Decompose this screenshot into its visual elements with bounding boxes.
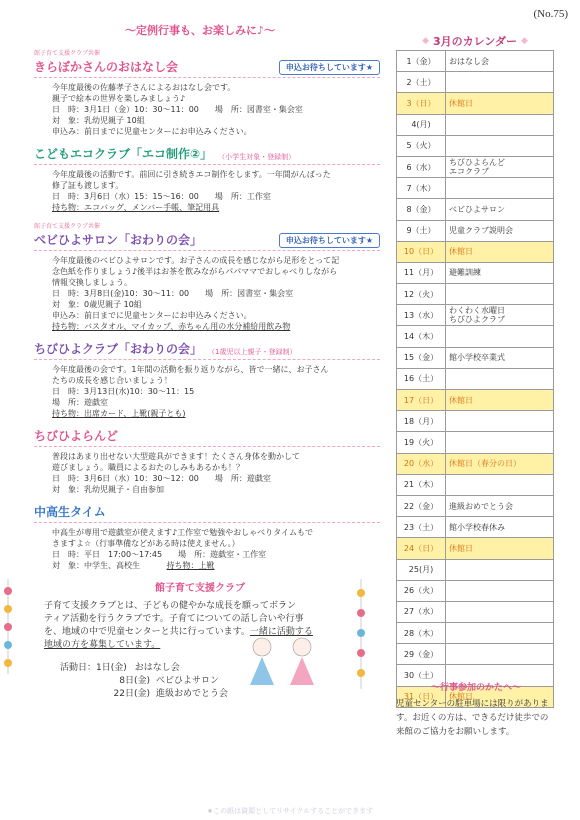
text-line: 対 象：乳幼児親子・自由参加 [52, 485, 164, 494]
items-line: 持ち物：エコバッグ、メンバー手帳、筆記用具 [52, 203, 220, 212]
club-label: 館子育て支援クラブ共催 [34, 50, 101, 57]
text-line: 日 時：3月6日（水）10：30～12：00 場 所：遊戯室 [52, 474, 271, 483]
calendar-event [446, 411, 554, 432]
text-line: 念色紙を作りましょう♪後半はお茶を飲みながらパパママでおしゃべりしながら [52, 267, 338, 276]
calendar-date: 20（水） [397, 453, 446, 474]
calendar-row [397, 623, 554, 644]
calendar-event: 休館日 [446, 390, 554, 411]
section-tag: （小学生対象・登録制） [218, 153, 296, 161]
calendar-event [446, 326, 554, 347]
text-line: 遊びましょう。職員によるおたのしみもあるかも！？ [52, 463, 244, 472]
calendar-row [397, 559, 554, 580]
calendar-date: 30（土） [397, 665, 446, 686]
calendar-event: ちびひよらんど エコクラブ [446, 156, 554, 177]
calendar-row [397, 347, 554, 368]
calendar-row [397, 644, 554, 665]
calendar-row [397, 135, 554, 156]
calendar-table [396, 50, 554, 708]
calendar-event [446, 644, 554, 665]
text-line-with-items [52, 560, 380, 571]
calendar-event: 館小学校春休み [446, 517, 554, 538]
calendar-row [397, 178, 554, 199]
calendar-row [397, 495, 554, 516]
calendar-event: 休館日 [446, 686, 554, 707]
calendar-date: 18（月） [397, 411, 446, 432]
note-title: ～行事参加のかたへ～ [430, 683, 521, 693]
section-title: こどもエコクラブ「エコ制作②」 [34, 147, 213, 161]
activity-date: 8日(金) [119, 676, 150, 686]
calendar-event: 休館日 [446, 538, 554, 559]
apply-badge: 申込お待ちしています★ [279, 233, 380, 248]
activity-name: 進級おめでとう会 [156, 689, 229, 699]
calendar-row [397, 390, 554, 411]
text-line: 日 時：平日 17:00～17:45 場 所：遊戯室・工作室 [52, 550, 267, 559]
calendar-date: 5（火） [397, 135, 446, 156]
hina-garland-right-icon [355, 579, 367, 689]
calendar-date: 28（木） [397, 623, 446, 644]
calendar-event [446, 601, 554, 622]
note-text: 児童センターの駐車場には限りがあります。お近くの方は、できるだけ徒歩での来館のご協力をお願いします。 [396, 699, 549, 737]
volunteer-box [20, 579, 380, 701]
issue-number: (No.75) [533, 8, 568, 20]
calendar-row [397, 474, 554, 495]
text-line: きますよ☆（行事準備などがある時は使えません。） [52, 539, 240, 548]
section-baby-salon [20, 221, 380, 332]
activity-row [60, 688, 380, 701]
calendar-date: 8（金） [397, 199, 446, 220]
activity-date: 22日(金) [113, 689, 150, 699]
calendar-date: 29（金） [397, 644, 446, 665]
calendar-title: 3月のカレンダー [433, 35, 517, 48]
calendar-date: 23（土） [397, 517, 446, 538]
headline: ～定例行事も、お楽しみに♪～ [124, 24, 276, 37]
calendar-date: 17（日） [397, 390, 446, 411]
text-line: 親子で絵本の世界を楽しみましょう♪ [52, 94, 186, 103]
calendar-date: 15（金） [397, 347, 446, 368]
activity-date: 1日(金) [96, 663, 127, 673]
calendar-date: 21（木） [397, 474, 446, 495]
text-line: 普段はあまり出せない大型遊具ができます！たくさん身体を動かして [52, 452, 300, 461]
calendar-event: べビひよサロン [446, 199, 554, 220]
calendar-date: 4(月) [397, 114, 446, 135]
activities-label: 活動日： [60, 663, 97, 673]
calendar-event: 館小学校卒業式 [446, 347, 554, 368]
calendar-date: 24（日） [397, 538, 446, 559]
text-line: 今年度最後の佐藤孝子さんによるおはなし会です。 [52, 83, 236, 92]
calendar-date: 7（木） [397, 178, 446, 199]
calendar-row [397, 601, 554, 622]
activity-row [60, 675, 380, 688]
diamond-icon: ◆ [520, 36, 528, 46]
section-tag: （1歳児以上親子・登録制） [208, 348, 297, 356]
recycle-note: ★この紙は資源としてリサイクルすることができます [206, 807, 374, 815]
text-line: 今年度最後の活動です。前回に引き続きエコ制作をします。一年間がんばった [52, 170, 331, 179]
calendar-date: 12（火） [397, 284, 446, 305]
participation-note [396, 680, 556, 739]
calendar-row [397, 411, 554, 432]
calendar-event [446, 284, 554, 305]
calendar-event [446, 432, 554, 453]
section-eco-club [20, 145, 380, 213]
calendar-date: 6（水） [397, 156, 446, 177]
calendar-row [397, 368, 554, 389]
calendar-row [397, 114, 554, 135]
activity-name: おはなし会 [134, 663, 180, 673]
calendar-event [446, 72, 554, 93]
hina-dolls-icon [240, 629, 330, 689]
text-line: たちの成長を感じ合いましょう！ [52, 376, 172, 385]
calendar-row [397, 156, 554, 177]
text-line: 対 象：乳幼児親子 10組 [52, 116, 145, 125]
calendar-row [397, 51, 554, 72]
calendar-event: おはなし会 [446, 51, 554, 72]
items-line: 持ち物：出席カード、上靴(親子とも) [52, 409, 186, 418]
events-column [20, 18, 380, 798]
calendar-date: 22（金） [397, 495, 446, 516]
text-line: 地域の方を募集しています。 [44, 640, 161, 650]
calendar-date: 10（日） [397, 241, 446, 262]
calendar-row [397, 284, 554, 305]
calendar-date: 13（水） [397, 305, 446, 326]
text-line: 日 時：3月6日（水）15：15～16：00 場 所：工作室 [52, 192, 271, 201]
hina-garland-left-icon [2, 579, 14, 674]
calendar-row [397, 305, 554, 326]
text-part: 一緒に活動する [249, 627, 313, 637]
text-line: 場 所：遊戯室 [52, 398, 108, 407]
apply-badge: 申込お待ちしています★ [279, 60, 380, 75]
text-line: 今年度最後の会です。1年間の活動を振り返りながら、皆で一緒に、お子さん [52, 365, 329, 374]
calendar-date: 9（土） [397, 220, 446, 241]
calendar-date: 27（水） [397, 601, 446, 622]
calendar-event [446, 623, 554, 644]
calendar-header [396, 32, 554, 50]
calendar-date: 11（月） [397, 262, 446, 283]
section-title: べビひよサロン「おわりの会」 [34, 233, 203, 247]
target-text: 対 象：中学生、高校生 [52, 561, 140, 570]
calendar-row [397, 517, 554, 538]
calendar-event [446, 559, 554, 580]
text-line: 中高生が専用で遊戯室が使えます♪工作室で勉強やおしゃべりタイムもで [52, 528, 313, 537]
calendar-date: 26（火） [397, 580, 446, 601]
calendar-event: 児童クラブ説明会 [446, 220, 554, 241]
calendar-date: 14（木） [397, 326, 446, 347]
calendar-event: 休館日 [446, 241, 554, 262]
calendar-row [397, 432, 554, 453]
section-title: ちびひよクラブ「おわりの会」 [34, 342, 203, 356]
section-chibihiyo-club [20, 340, 380, 419]
section-title: きらぼかさんのおはなし会 [34, 60, 179, 74]
text-part: を、地域の中で児童センターと共に行っています。 [44, 627, 250, 637]
calendar-date: 19（火） [397, 432, 446, 453]
activity-row [60, 662, 380, 675]
text-line: ティア活動を行うクラブです。子育てについての話し合いや行事 [44, 614, 304, 624]
calendar-event [446, 474, 554, 495]
activity-name: べビひよサロン [156, 676, 220, 686]
calendar-row [397, 580, 554, 601]
calendar-row [397, 220, 554, 241]
calendar-date: 1（金） [397, 51, 446, 72]
volunteer-title: 館子育て支援クラブ [155, 583, 245, 594]
calendar-date: 2（土） [397, 72, 446, 93]
calendar-row [397, 93, 554, 114]
items-line: 持ち物：バスタオル、マイカップ、赤ちゃん用の水分補給用飲み物 [52, 322, 291, 331]
calendar-row [397, 453, 554, 474]
text-line: 子育て支援クラブとは、子どもの健やかな成長を願ってボラン [44, 601, 297, 611]
calendar-event: 避難訓練 [446, 262, 554, 283]
calendar-date: 16（土） [397, 368, 446, 389]
calendar-event [446, 135, 554, 156]
text-line: 今年度最後のべビひよサロンです。お子さんの成長を感じながら足形をとって記 [52, 256, 340, 265]
calendar [396, 32, 554, 708]
calendar-event [446, 580, 554, 601]
section-storytime [20, 48, 380, 137]
calendar-date: 25(月) [397, 559, 446, 580]
section-title: ちびひよらんど [34, 429, 119, 443]
text-line: 日 時：3月13日(水)10：30～11：15 [52, 387, 195, 396]
calendar-row [397, 326, 554, 347]
club-label: 館子育て支援クラブ共催 [34, 223, 101, 230]
text-line: 情報交換しましょう。 [52, 278, 132, 287]
section-title: 中高生タイム [34, 505, 106, 519]
calendar-event [446, 368, 554, 389]
activity-list [60, 662, 380, 701]
calendar-event: 休館日（春分の日） [446, 453, 554, 474]
calendar-event: わくわく水曜日 ちびひよクラブ [446, 305, 554, 326]
calendar-event: 休館日 [446, 93, 554, 114]
calendar-date: 3（日） [397, 93, 446, 114]
calendar-row [397, 199, 554, 220]
section-chibihiyo-land [20, 427, 380, 495]
calendar-event: 進級おめでとう会 [446, 495, 554, 516]
text-line: 申込み：前日までに児童センターにお申込みください。 [52, 311, 252, 320]
section-teen-time [20, 503, 380, 571]
calendar-event [446, 114, 554, 135]
text-line: 申込み：前日までに児童センターにお申込みください。 [52, 127, 252, 136]
text-line: 日 時：3月8日(金)10：30～11：00 場 所：図書室・集会室 [52, 289, 294, 298]
text-line: 日 時：3月1日（金）10：30～11：00 場 所：図書室・集会室 [52, 105, 303, 114]
text-line: 修了証も渡します。 [52, 181, 124, 190]
calendar-event [446, 178, 554, 199]
calendar-date: 31（日） [397, 686, 446, 707]
calendar-row [397, 538, 554, 559]
text-line: 対 象：0歳児親子 10組 [52, 300, 142, 309]
calendar-row [397, 72, 554, 93]
items-text: 持ち物：上靴 [166, 561, 215, 570]
calendar-row [397, 241, 554, 262]
diamond-icon: ◆ [422, 36, 430, 46]
calendar-row [397, 262, 554, 283]
